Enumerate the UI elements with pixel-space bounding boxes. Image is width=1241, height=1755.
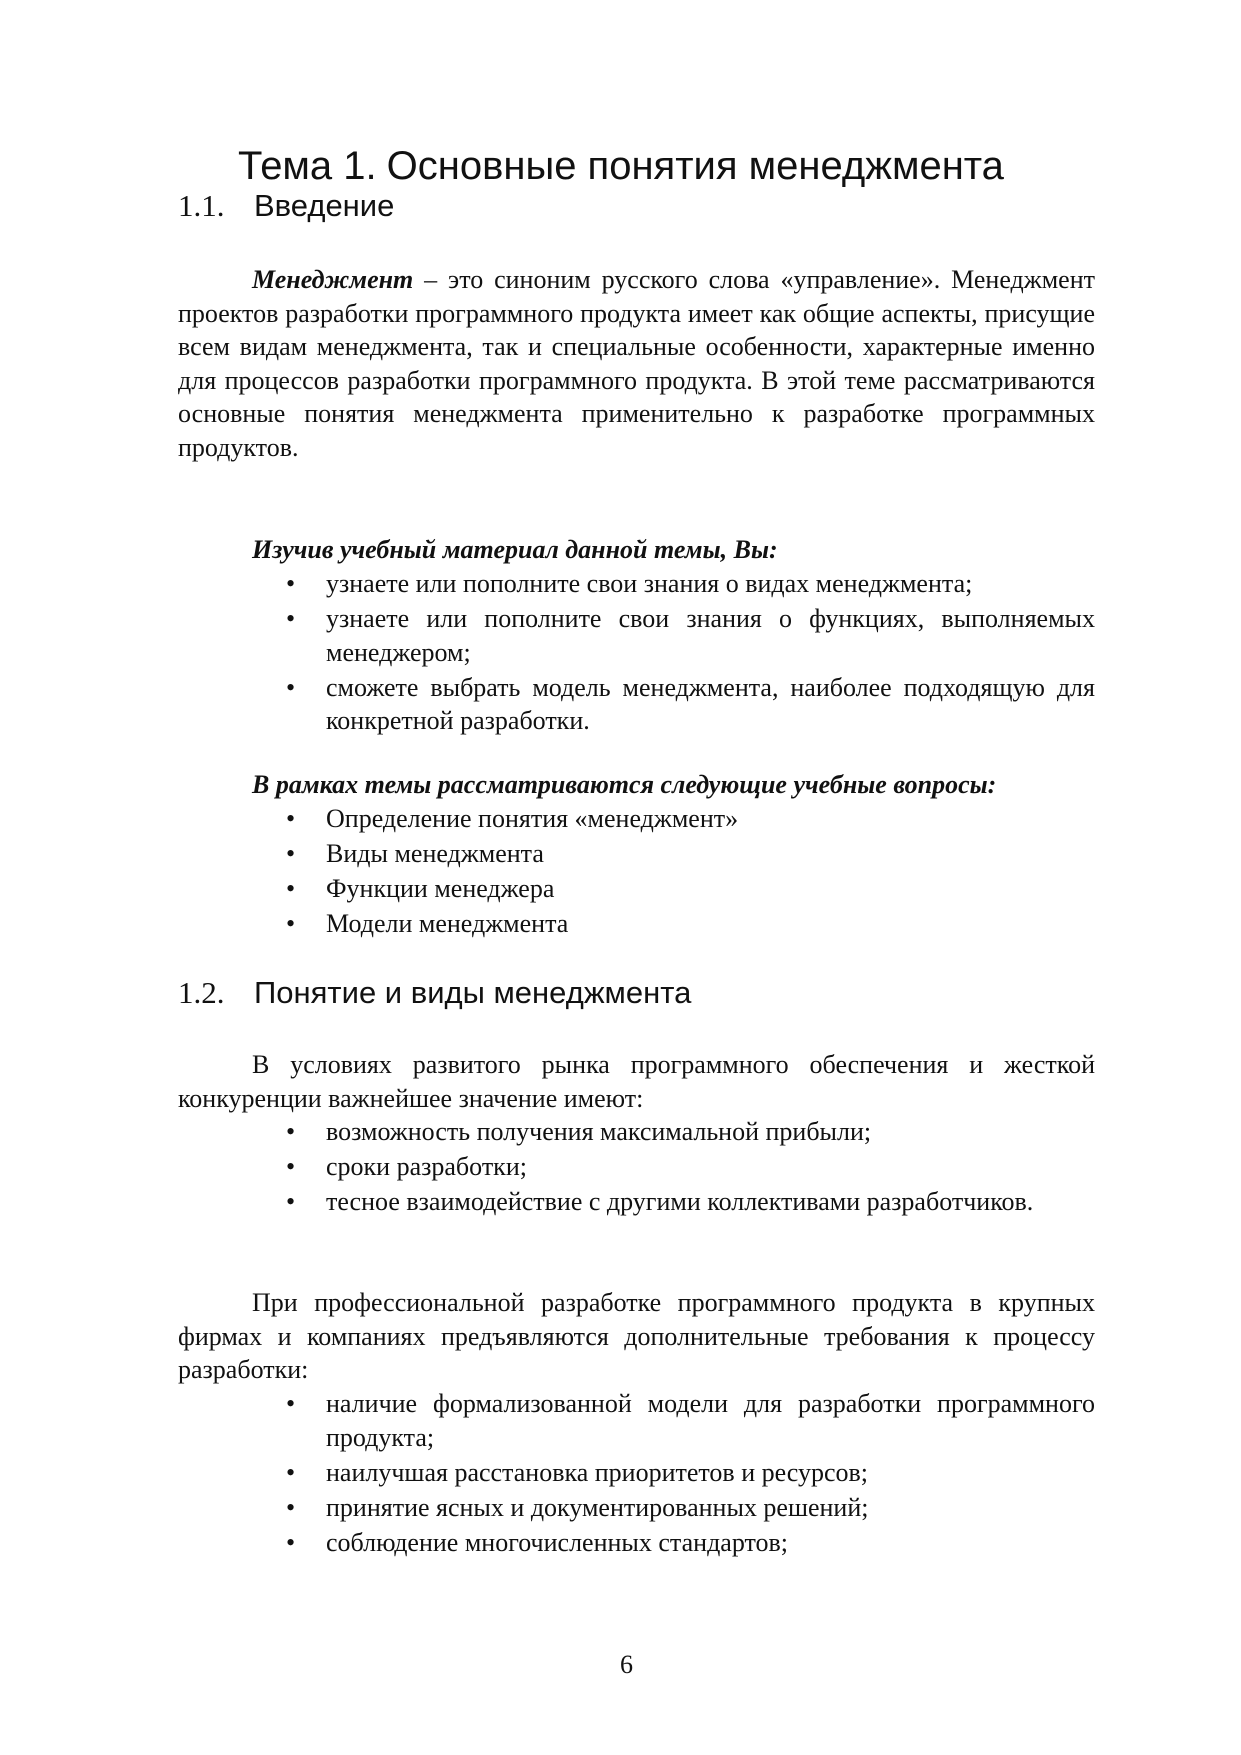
bullet-icon: • bbox=[286, 604, 296, 634]
list-item: • сможете выбрать модель менеджмента, наиболее подходящую для конкретной разработки. bbox=[286, 672, 1095, 736]
bullet-icon: • bbox=[286, 804, 296, 833]
requirements-list bbox=[178, 1387, 1095, 1561]
bullet-icon: • bbox=[286, 1527, 296, 1557]
list-item: • Функции менеджера bbox=[178, 872, 1095, 906]
list-item: • соблюдение многочисленных стандартов; bbox=[178, 1526, 1095, 1560]
bullet-icon: • bbox=[286, 874, 296, 904]
market-paragraph: В условиях развитого рынка программного обеспечения и жесткой конкуренции важнейшее значение имеют: bbox=[178, 1050, 1095, 1113]
section-heading-1-2 bbox=[178, 972, 691, 1014]
list-item: • наилучшая расстановка приоритетов и ресурсов; bbox=[178, 1456, 1095, 1490]
market-list bbox=[178, 1115, 1095, 1220]
outcomes-list bbox=[178, 567, 1095, 739]
page-number: 6 bbox=[620, 1650, 633, 1679]
section-heading-1-1 bbox=[178, 185, 394, 227]
section-title: Понятие и виды менеджмента bbox=[254, 975, 692, 1010]
requirements-paragraph: При профессиональной разработке программного продукта в крупных фирмах и компаниях предъявляются дополнительные требования к процессу разработки: bbox=[178, 1288, 1095, 1385]
bullet-icon: • bbox=[286, 1117, 296, 1146]
section-number: 1.1. bbox=[178, 188, 225, 223]
bullet-icon: • bbox=[286, 672, 296, 702]
intro-text: – это синоним русского слова «управление». Менеджмент проектов разработки программного продукта имеет как общие аспекты, присущие всем видам менеджмента, так и специальные особенности, характерные именно для процессов разработки программного продукта. В этой теме рассматриваются основные понятия менеджмента применительно к разработке программных продуктов. bbox=[178, 265, 1095, 462]
intro-term: Менеджмент bbox=[252, 265, 414, 294]
section-title: Введение bbox=[254, 188, 395, 223]
outcomes-lead: Изучив учебный материал данной темы, Вы: bbox=[252, 535, 778, 564]
list-item: • Модели менеджмента bbox=[178, 907, 1095, 941]
questions-lead: В рамках темы рассматриваются следующие учебные вопросы: bbox=[252, 770, 997, 799]
list-item: • Виды менеджмента bbox=[178, 837, 1095, 871]
list-item: • тесное взаимодействие с другими коллективами разработчиков. bbox=[178, 1185, 1095, 1219]
bullet-icon: • bbox=[286, 1457, 296, 1487]
list-item: • принятие ясных и документированных решений; bbox=[178, 1491, 1095, 1525]
bullet-icon: • bbox=[286, 1389, 296, 1418]
questions-list bbox=[178, 802, 1095, 941]
bullet-icon: • bbox=[286, 839, 296, 869]
bullet-icon: • bbox=[286, 569, 296, 598]
list-item: • узнаете или пополните свои знания о функциях, выполняемых менеджером; bbox=[286, 604, 1095, 667]
chapter-number: Тема 1. bbox=[238, 144, 377, 188]
bullet-icon: • bbox=[286, 909, 296, 939]
list-item: • возможность получения максимальной прибыли; bbox=[178, 1115, 1095, 1149]
list-item: • узнаете или пополните свои знания о видах менеджмента; bbox=[178, 567, 1095, 601]
bullet-icon: • bbox=[286, 1152, 296, 1182]
list-item: • сроки разработки; bbox=[178, 1150, 1095, 1184]
chapter-title-text: Основные понятия менеджмента bbox=[386, 144, 1004, 188]
intro-paragraph bbox=[178, 263, 1095, 465]
list-item: • наличие формализованной модели для разработки программного продукта; bbox=[286, 1389, 1095, 1452]
bullet-icon: • bbox=[286, 1187, 296, 1217]
bullet-icon: • bbox=[286, 1492, 296, 1522]
list-item: • Определение понятия «менеджмент» bbox=[178, 802, 1095, 836]
section-number: 1.2. bbox=[178, 975, 225, 1010]
